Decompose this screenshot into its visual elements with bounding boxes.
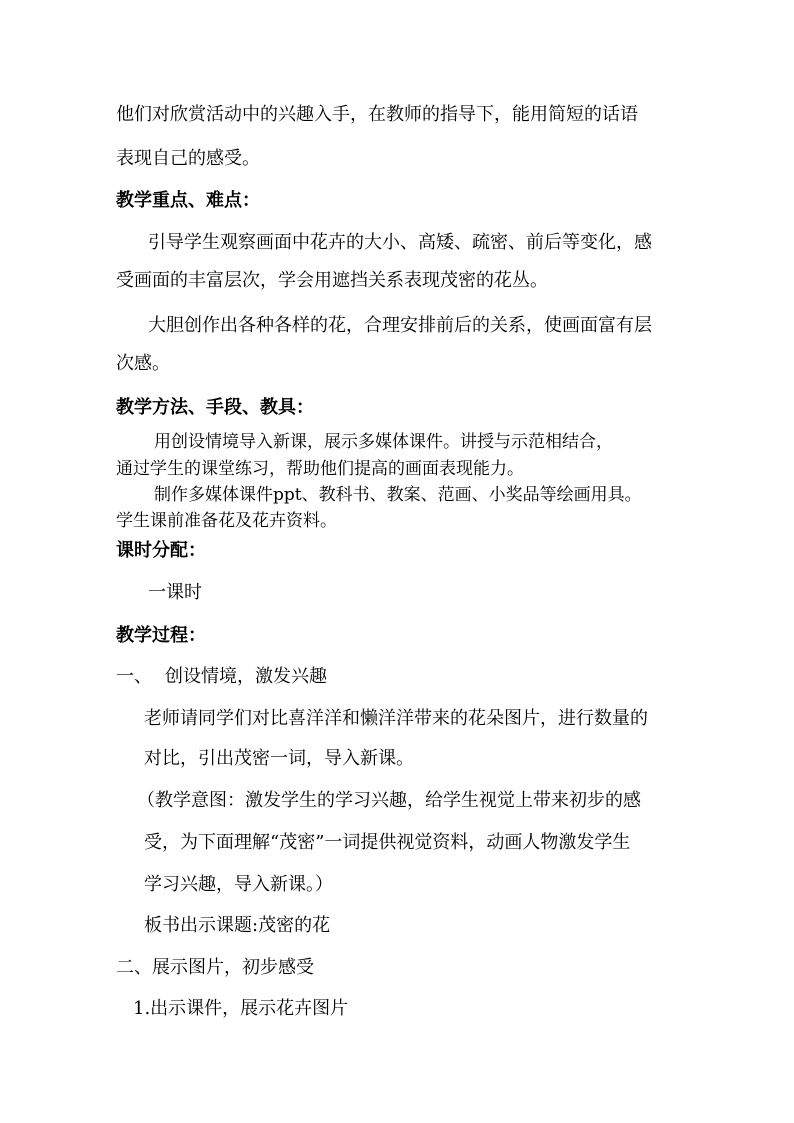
methods-paragraph-1-line-2: 通过学生的课堂练习，帮助他们提高的画面表现能力。 [116,459,524,479]
focus-paragraph-1-line-1: 引导学生观察画面中花卉的大小、高矮、疏密、前后等变化，感 [148,232,652,253]
time-value: 一课时 [148,582,202,603]
step-1-paragraph-line-1: 老师请同学们对比喜洋洋和懒洋洋带来的花朵图片，进行数量的 [144,708,648,729]
step-1-marker: 一、 [116,666,152,687]
step-2-title: 二、展示图片，初步感受 [116,957,314,978]
step-2-item-1: 1.出示课件，展示花卉图片 [133,998,349,1019]
heading-focus: 教学重点、难点： [116,190,260,211]
step-1-paragraph-line-2: 对比，引出茂密一词，导入新课。 [144,748,414,769]
step-1-note-line-3: 学习兴趣，导入新课。） [144,874,333,895]
step-1-title: 创设情境，激发兴趣 [165,666,327,687]
step-1-board: 板书出示课题:茂密的花 [144,915,331,936]
focus-paragraph-2-line-2: 次感。 [116,353,170,374]
heading-time: 课时分配： [116,540,206,561]
heading-process: 教学过程： [116,625,206,646]
intro-line-1: 他们对欣赏活动中的兴趣入手，在教师的指导下，能用简短的话语 [116,104,638,125]
focus-paragraph-2-line-1: 大胆创作出各种各样的花，合理安排前后的关系，使画面富有层 [148,315,652,336]
methods-paragraph-2-line-1: 制作多媒体课件ppt、教科书、教案、范画、小奖品等绘画用具。 [154,485,642,505]
heading-methods: 教学方法、手段、教具： [116,397,314,418]
focus-paragraph-1-line-2: 受画面的丰富层次，学会用遮挡关系表现茂密的花丛。 [116,270,548,291]
methods-paragraph-2-line-2: 学生课前准备花及花卉资料。 [116,511,337,531]
intro-line-2: 表现自己的感受。 [116,148,260,169]
step-1-note-line-2: 受，为下面理解“茂密”一词提供视觉资料，动画人物激发学生 [144,832,631,853]
methods-paragraph-1-line-1: 用创设情境导入新课，展示多媒体课件。讲授与示范相结合， [154,432,613,452]
step-1-note-line-1: （教学意图：激发学生的学习兴趣，给学生视觉上带来初步的感 [137,790,641,811]
